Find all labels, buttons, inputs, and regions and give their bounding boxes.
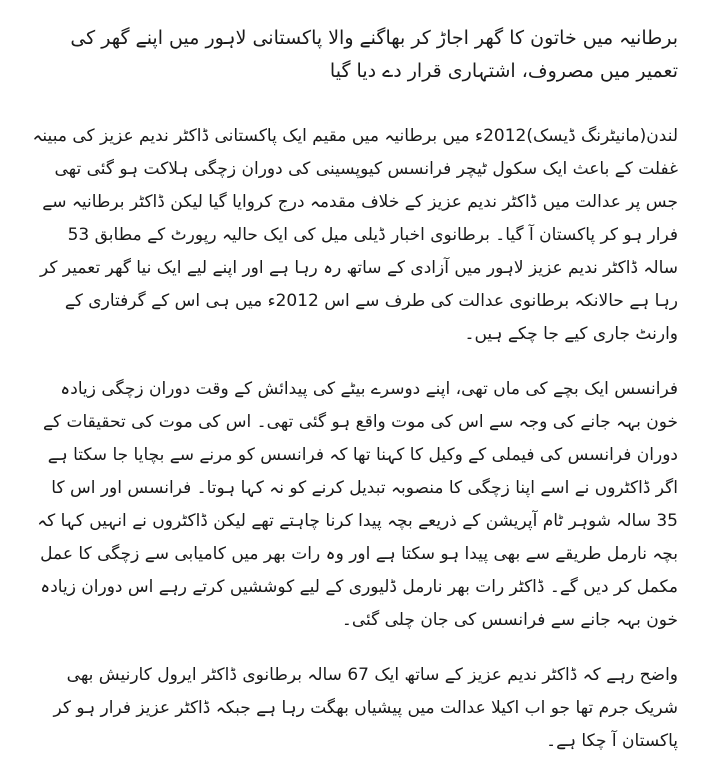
article-paragraph-2: فرانسس ایک بچے کی ماں تھی، اپنے دوسرے بیٹے کی پیدائش کے وقت دوران زچگی زیادہ خون بہہ جانے کی وجہ سے اس کی موت واقع ہو گئی تھی۔ اس کی موت کی تحقیقات کے دوران فرانسس کی فیملی کے وکیل کا کہنا تھا کہ فرانسس کو مرنے سے بچایا جا سکتا ہے اگر ڈاکٹروں نے اسے اپنا زچگی کا منصوبہ تبدیل کرنے کو نہ کہا ہوتا۔ فرانسس اور اس کا 35 سالہ شوہر ٹام آپریشن کے ذریعے بچہ پیدا کرنا چاہتے تھے لیکن ڈاکٹروں نے انہیں کہا کہ بچہ نارمل طریقے سے بھی پیدا ہو سکتا ہے اور وہ رات بھر میں کامیابی سے زچگی کا عمل مکمل کر دیں گے۔ ڈاکٹر رات بھر نارمل ڈلیوری کے لیے کوششیں کرتے رہے اس دوران زیادہ خون بہہ جانے سے فرانسس کی جان چلی گئی۔ (37, 379, 678, 630)
article-headline: برطانیہ میں خاتون کا گھر اجاڑ کر بھاگنے والا پاکستانی لاہور میں اپنے گھر کی تعمیر میں مصروف، اشتہاری قرار دے دیا گیا (70, 27, 678, 82)
article-paragraph-1: لندن(مانیٹرنگ ڈیسک)2012ء میں برطانیہ میں مقیم ایک پاکستانی ڈاکٹر ندیم عزیز کی مبینہ غفلت کے باعث ایک سکول ٹیچر فرانسس کیوپسینی کی دوران زچگی ہلاکت ہو گئی تھی جس پر عدالت میں ڈاکٹر ندیم عزیز کے خلاف مقدمہ درج کروایا گیا لیکن ڈاکٹر برطانیہ سے فرار ہو کر پاکستان آ گیا۔ برطانوی اخبار ڈیلی میل کی ایک حالیہ رپورٹ کے مطابق 53 سالہ ڈاکٹر ندیم عزیز لاہور میں آزادی کے ساتھ رہ رہا ہے اور اپنے لیے ایک نیا گھر تعمیر کر رہا ہے حالانکہ برطانوی عدالت کی طرف سے اس 2012ء میں ہی اس کے گرفتاری کے وارنٹ جاری کیے جا چکے ہیں۔ (32, 126, 678, 344)
article-paragraph-3: واضح رہے کہ ڈاکٹر ندیم عزیز کے ساتھ ایک 67 سالہ برطانوی ڈاکٹر ایرول کارنیش بھی شریک جرم تھا جو اب اکیلا عدالت میں پیشیاں بھگت رہا ہے جبکہ ڈاکٹر عزیز فرار ہو کر پاکستان آ چکا ہے۔ (53, 665, 678, 751)
